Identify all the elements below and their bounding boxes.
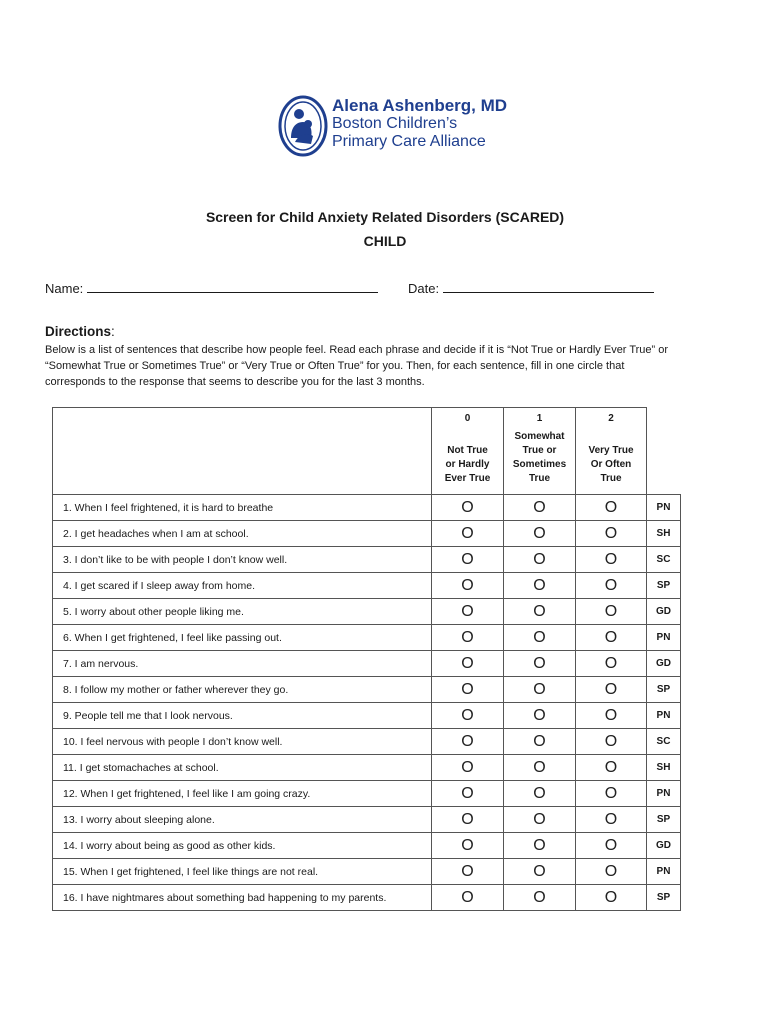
scared-questionnaire-table — [52, 407, 681, 911]
response-circle-2[interactable]: O — [576, 677, 647, 703]
question-text: 7. I am nervous. — [53, 651, 432, 677]
question-row — [53, 495, 681, 521]
response-circle-1[interactable]: O — [504, 781, 576, 807]
question-row — [53, 833, 681, 859]
response-circle-0[interactable]: O — [432, 807, 504, 833]
question-text: 2. I get headaches when I am at school. — [53, 521, 432, 547]
response-circle-0[interactable]: O — [432, 781, 504, 807]
question-text: 13. I worry about sleeping alone. — [53, 807, 432, 833]
subscale-code: PN — [647, 859, 681, 885]
response-circle-0[interactable]: O — [432, 625, 504, 651]
response-circle-1[interactable]: O — [504, 833, 576, 859]
question-row — [53, 781, 681, 807]
subscale-code: SH — [647, 521, 681, 547]
subscale-code: GD — [647, 599, 681, 625]
response-circle-0[interactable]: O — [432, 833, 504, 859]
question-row — [53, 755, 681, 781]
question-row — [53, 625, 681, 651]
question-row — [53, 547, 681, 573]
subscale-code: PN — [647, 781, 681, 807]
response-circle-2[interactable]: O — [576, 703, 647, 729]
response-circle-1[interactable]: O — [504, 703, 576, 729]
response-circle-0[interactable]: O — [432, 677, 504, 703]
response-circle-0[interactable]: O — [432, 651, 504, 677]
header-code-blank — [647, 408, 681, 495]
subscale-code: GD — [647, 651, 681, 677]
logo-org-line2: Primary Care Alliance — [332, 133, 486, 150]
response-circle-1[interactable]: O — [504, 807, 576, 833]
response-circle-0[interactable]: O — [432, 755, 504, 781]
subscale-code: SC — [647, 729, 681, 755]
subscale-code: SH — [647, 755, 681, 781]
response-circle-0[interactable]: O — [432, 703, 504, 729]
question-text: 5. I worry about other people liking me. — [53, 599, 432, 625]
question-text: 16. I have nightmares about something bad happening to my parents. — [53, 885, 432, 911]
response-circle-0[interactable]: O — [432, 859, 504, 885]
response-circle-1[interactable]: O — [504, 495, 576, 521]
logo-org-line1: Boston Children’s — [332, 115, 458, 132]
response-circle-1[interactable]: O — [504, 729, 576, 755]
column-header-0: 0 Not True or Hardly Ever True — [432, 408, 504, 495]
response-circle-0[interactable]: O — [432, 547, 504, 573]
question-row — [53, 677, 681, 703]
response-circle-0[interactable]: O — [432, 729, 504, 755]
response-circle-2[interactable]: O — [576, 495, 647, 521]
response-circle-2[interactable]: O — [576, 599, 647, 625]
response-circle-1[interactable]: O — [504, 547, 576, 573]
response-circle-1[interactable]: O — [504, 521, 576, 547]
question-text: 4. I get scared if I sleep away from home. — [53, 573, 432, 599]
question-row — [53, 651, 681, 677]
question-row — [53, 521, 681, 547]
question-row — [53, 859, 681, 885]
response-circle-2[interactable]: O — [576, 833, 647, 859]
question-text: 15. When I get frightened, I feel like things are not real. — [53, 859, 432, 885]
question-text: 1. When I feel frightened, it is hard to breathe — [53, 495, 432, 521]
subscale-code: SC — [647, 547, 681, 573]
question-text: 10. I feel nervous with people I don’t know well. — [53, 729, 432, 755]
question-row — [53, 807, 681, 833]
response-circle-0[interactable]: O — [432, 495, 504, 521]
name-field[interactable] — [45, 280, 378, 296]
subscale-code: GD — [647, 833, 681, 859]
logo-name: Alena Ashenberg, MD — [332, 96, 508, 115]
response-circle-2[interactable]: O — [576, 625, 647, 651]
question-row — [53, 729, 681, 755]
question-text: 14. I worry about being as good as other kids. — [53, 833, 432, 859]
column-header-2: 2 Very True Or Often True — [576, 408, 647, 495]
question-text: 3. I don’t like to be with people I don’t know well. — [53, 547, 432, 573]
response-circle-2[interactable]: O — [576, 573, 647, 599]
question-text: 11. I get stomachaches at school. — [53, 755, 432, 781]
response-circle-2[interactable]: O — [576, 521, 647, 547]
response-circle-1[interactable]: O — [504, 885, 576, 911]
question-row — [53, 703, 681, 729]
response-circle-2[interactable]: O — [576, 781, 647, 807]
question-row — [53, 573, 681, 599]
name-label: Name: — [45, 281, 84, 296]
response-circle-1[interactable]: O — [504, 677, 576, 703]
response-circle-1[interactable]: O — [504, 625, 576, 651]
subscale-code: PN — [647, 625, 681, 651]
response-circle-2[interactable]: O — [576, 755, 647, 781]
response-circle-2[interactable]: O — [576, 729, 647, 755]
response-circle-1[interactable]: O — [504, 859, 576, 885]
question-text: 12. When I get frightened, I feel like I am going crazy. — [53, 781, 432, 807]
response-circle-2[interactable]: O — [576, 859, 647, 885]
response-circle-2[interactable]: O — [576, 651, 647, 677]
response-circle-0[interactable]: O — [432, 599, 504, 625]
date-input-line[interactable] — [443, 280, 654, 293]
header-row — [53, 408, 681, 495]
mother-child-logo-icon — [277, 94, 329, 158]
question-text: 6. When I get frightened, I feel like passing out. — [53, 625, 432, 651]
question-text: 9. People tell me that I look nervous. — [53, 703, 432, 729]
response-circle-1[interactable]: O — [504, 755, 576, 781]
response-circle-0[interactable]: O — [432, 885, 504, 911]
question-row — [53, 599, 681, 625]
response-circle-0[interactable]: O — [432, 573, 504, 599]
subscale-code: SP — [647, 807, 681, 833]
subscale-code: PN — [647, 495, 681, 521]
subscale-code: SP — [647, 677, 681, 703]
subscale-code: SP — [647, 573, 681, 599]
response-circle-0[interactable]: O — [432, 521, 504, 547]
response-circle-2[interactable]: O — [576, 885, 647, 911]
column-header-1: 1 Somewhat True or Sometimes True — [504, 408, 576, 495]
subscale-code: PN — [647, 703, 681, 729]
form-subtitle: CHILD — [363, 233, 407, 249]
response-circle-2[interactable]: O — [576, 547, 647, 573]
subscale-code: SP — [647, 885, 681, 911]
directions-heading: Directions: — [45, 324, 115, 339]
response-circle-1[interactable]: O — [504, 651, 576, 677]
question-text: 8. I follow my mother or father wherever they go. — [53, 677, 432, 703]
response-circle-1[interactable]: O — [504, 599, 576, 625]
response-circle-1[interactable]: O — [504, 573, 576, 599]
name-input-line[interactable] — [87, 280, 378, 293]
logo — [277, 94, 537, 158]
header-blank-cell — [53, 408, 432, 495]
response-circle-2[interactable]: O — [576, 807, 647, 833]
directions-text: Below is a list of sentences that describe how people feel. Read each phrase and decide if it is “Not True or Hardly Ever True” or “Somewhat True or Sometimes True” or “Very True or Often True” for you. Then, for each sentence, fill in one circle that corresponds to the response that seems to describe you for the last 3 months. — [45, 344, 669, 388]
date-field[interactable] — [408, 280, 654, 296]
question-row — [53, 885, 681, 911]
date-label: Date: — [408, 281, 440, 296]
form-title: Screen for Child Anxiety Related Disorders (SCARED) — [205, 209, 565, 225]
